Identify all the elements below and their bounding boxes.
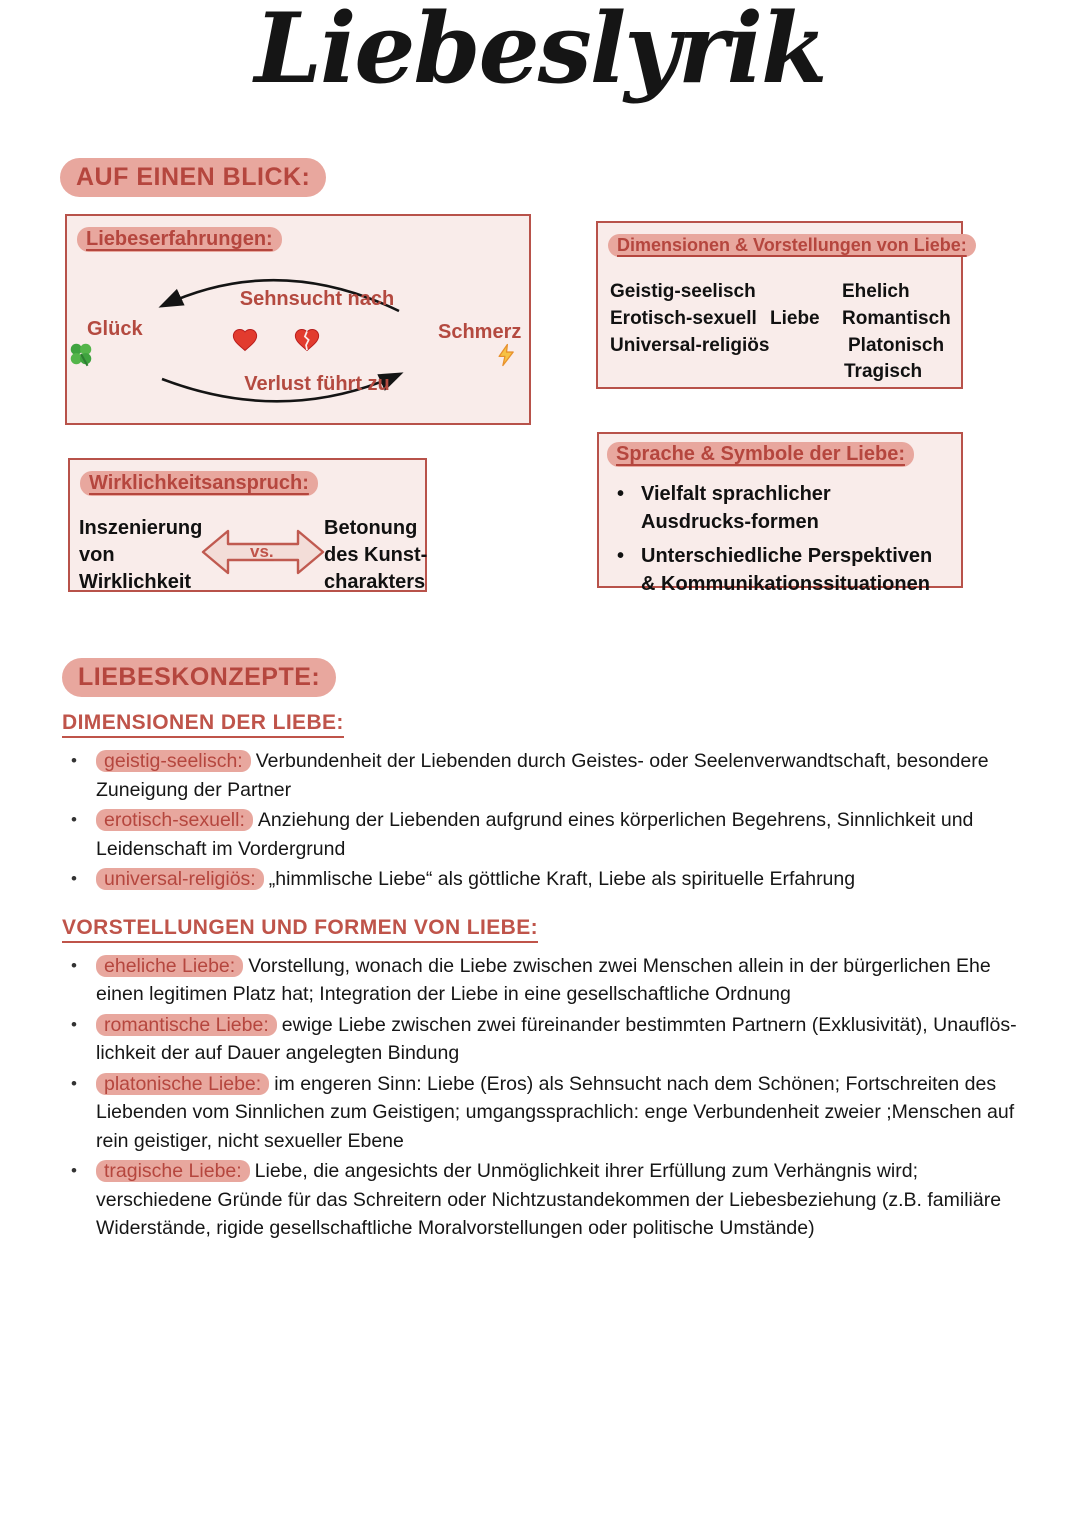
- list-item: [62, 747, 1030, 804]
- section-heading-liebeskonzepte: LIEBESKONZEPTE:: [62, 658, 336, 697]
- item-text: Liebe, die angesichts der Unmöglichkeit ihrer Erfüllung zum Verhängnis wird; verschiedene Gründe für das Schreitern oder Nichtzustandekommen der Liebesbeziehung (z.B. familiäre Widerstände, rigide gesellschaftliche Moralvorstellungen oder politische Umstände): [96, 1160, 1002, 1239]
- dimension-item: Geistig-seelisch: [610, 281, 756, 302]
- term-pill: erotisch-sexuell:: [96, 809, 253, 831]
- term-pill: eheliche Liebe:: [96, 955, 243, 977]
- subheading-vorstellungen: VORSTELLUNGEN UND FORMEN VON LIEBE:: [62, 916, 538, 943]
- vs-label: vs.: [250, 542, 274, 561]
- box-dimensionen-vorstellungen: [596, 221, 967, 389]
- list-item: [62, 952, 1030, 1009]
- list-item: [62, 1070, 1030, 1156]
- symbole-bullet-list: [613, 480, 943, 604]
- list-item: • Vielfalt sprachlicher Ausdrucks-formen: [613, 480, 943, 536]
- box-label: Sprache & Symbole der Liebe:: [607, 442, 914, 467]
- box-sprache-symbole: [597, 432, 963, 595]
- vs-right-text: Betonung des Kunst-charakters: [324, 517, 428, 593]
- top-arrow-label: Sehnsucht nach: [239, 288, 395, 310]
- item-text: „himmlische Liebe“ als göttliche Kraft, Liebe als spirituelle Erfahrung: [268, 868, 856, 890]
- term-pill: geistig-seelisch:: [96, 750, 251, 772]
- term-pill: tragische Liebe:: [96, 1160, 250, 1182]
- box-wirklichkeitsanspruch: [68, 458, 427, 592]
- list-item: [62, 865, 1030, 894]
- list-item: [62, 806, 1030, 863]
- form-item: Romantisch: [842, 308, 951, 329]
- dimensionen-list: [62, 747, 1030, 894]
- form-item: Tragisch: [844, 361, 923, 382]
- item-text: Anziehung der Liebenden aufgrund eines körperlichen Begehrens, Sinnlichkeit und Leidenschaft im Vordergrund: [96, 809, 974, 860]
- term-pill: romantische Liebe:: [96, 1014, 277, 1036]
- box-liebeserfahrungen: [65, 214, 531, 425]
- box-label: Liebeserfahrungen:: [77, 227, 282, 252]
- lightning-icon: [495, 343, 517, 372]
- list-item: [62, 1011, 1030, 1068]
- list-item: [62, 1157, 1030, 1243]
- dimension-item: Erotisch-sexuell: [610, 308, 757, 329]
- liebeskonzepte-section: [62, 658, 1030, 1265]
- item-text: Vorstellung, wonach die Liebe zwischen zwei Menschen allein in der bürgerlichen Ehe einen legitimen Platz hat; Integration der Liebe in eine gesellschaftliche Ordnung: [96, 954, 991, 1005]
- red-heart-icon: [231, 326, 259, 359]
- subheading-dimensionen: DIMENSIONEN DER LIEBE:: [62, 711, 344, 738]
- vs-left-text: Inszenierung von Wirklichkeit: [79, 517, 203, 593]
- item-text: Verbundenheit der Liebenden durch Geistes- oder Seelenverwandtschaft, besondere Zuneigung der Partner: [96, 750, 989, 801]
- dimension-item: Universal-religiös: [610, 335, 770, 356]
- four-leaf-clover-icon: [68, 341, 94, 372]
- form-item: Platonisch: [848, 335, 945, 356]
- item-text: ewige Liebe zwischen zwei füreinander bestimmten Partnern (Exklusivität), Unauflös-lichkeit der auf Dauer angelegten Bindung: [96, 1013, 1017, 1064]
- form-item: Ehelich: [842, 281, 910, 302]
- list-item: • Unterschiedliche Perspektiven & Kommunikationssituationen: [613, 542, 943, 598]
- item-text: im engeren Sinn: Liebe (Eros) als Sehnsucht nach dem Schönen; Fortschreiten des Liebenden vom Sinnlichen zum Geistigen; umgangssprachlich: enge Verbundenheit zweier ;Menschen auf rein geistiger, nicht sexueller Ebene: [96, 1072, 1015, 1152]
- center-term: Liebe: [770, 308, 820, 329]
- right-term: Schmerz: [438, 321, 522, 343]
- section-heading-overview: AUF EINEN BLICK:: [60, 158, 326, 197]
- bottom-arrow-label: Verlust führt zu: [244, 373, 390, 395]
- vorstellungen-list: [62, 952, 1030, 1243]
- page-title: Liebeslyrik: [254, 0, 826, 105]
- box-label: Dimensionen & Vorstellungen von Liebe:: [608, 234, 976, 257]
- box-label: Wirklichkeitsanspruch:: [80, 471, 318, 496]
- left-term: Glück: [87, 318, 143, 340]
- broken-heart-icon: [293, 326, 321, 359]
- term-pill: platonische Liebe:: [96, 1073, 269, 1095]
- term-pill: universal-religiös:: [96, 868, 264, 890]
